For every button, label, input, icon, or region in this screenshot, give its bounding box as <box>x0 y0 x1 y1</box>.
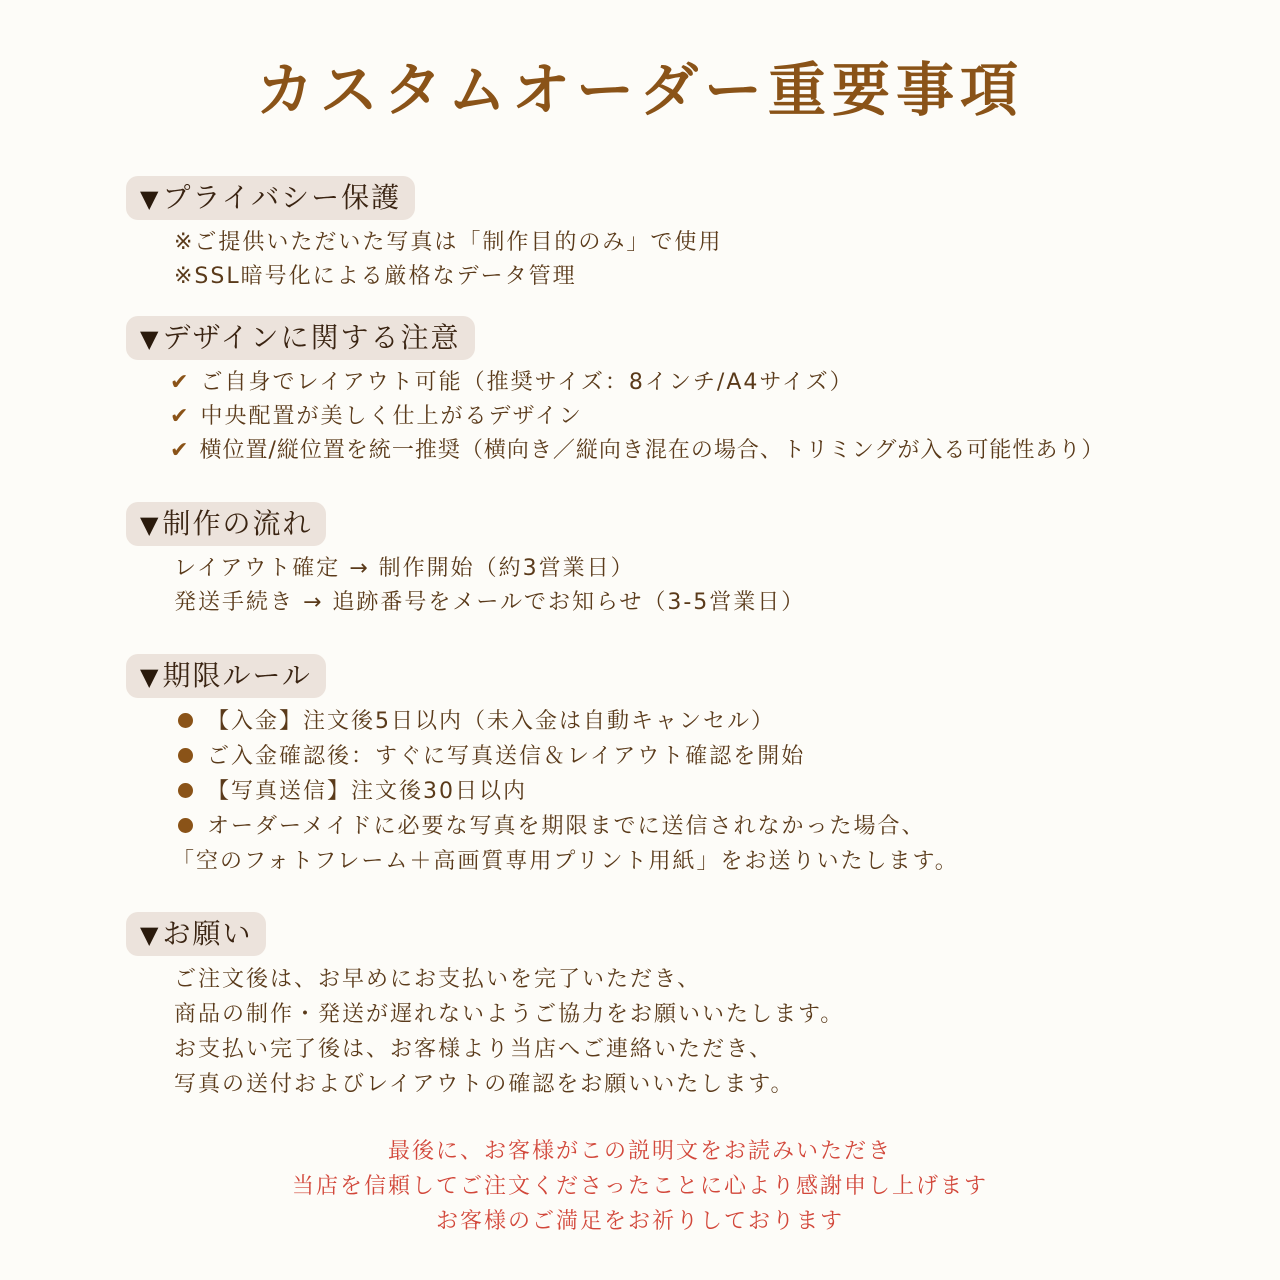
deadline-item <box>178 774 1186 809</box>
request-line: ご注文後は、お早めにお支払いを完了いただき、 <box>174 967 702 992</box>
deadline-item-text: ご入金確認後：すぐに写真送信＆レイアウト確認を開始 <box>207 744 806 769</box>
section-heading-label: 期限ルール <box>162 659 312 692</box>
design-item <box>170 434 1186 468</box>
check-icon: ✔ <box>170 370 191 395</box>
triangle-down-icon: ▼ <box>140 663 161 691</box>
triangle-down-icon: ▼ <box>140 325 161 353</box>
section-heading-flow <box>126 502 326 546</box>
triangle-down-icon: ▼ <box>140 511 161 539</box>
section-heading-label: プライバシー保護 <box>162 181 402 214</box>
section-heading-label: 制作の流れ <box>162 507 313 540</box>
section-heading-label: お願い <box>162 917 253 950</box>
section-design <box>126 316 1186 468</box>
privacy-line: ※ご提供いただいた写真は「制作目的のみ」で使用 <box>174 230 723 255</box>
closing-line: 最後に、お客様がこの説明文をお読みいただき <box>387 1139 892 1164</box>
section-heading-deadline <box>126 654 326 698</box>
deadline-lines <box>126 704 1186 879</box>
request-line: 写真の送付およびレイアウトの確認をお願いいたします。 <box>174 1072 795 1097</box>
design-item <box>170 366 1186 400</box>
flow-step: レイアウト確定 → 制作開始（約3営業日） <box>174 556 635 581</box>
check-icon: ✔ <box>170 438 190 463</box>
section-heading-privacy <box>126 176 415 220</box>
flow-lines <box>126 552 1186 620</box>
privacy-lines <box>126 226 1186 294</box>
deadline-item <box>178 809 1186 844</box>
deadline-item <box>178 704 1186 739</box>
triangle-down-icon: ▼ <box>140 185 161 213</box>
design-item <box>170 400 1186 434</box>
bullet-icon <box>178 818 193 833</box>
bullet-icon <box>178 713 193 728</box>
deadline-item <box>178 739 1186 774</box>
design-item-text: 中央配置が美しく仕上がるデザイン <box>200 404 583 429</box>
deadline-continuation: 「空のフォトフレーム＋高画質専用プリント用紙」をお送りいたします。 <box>172 849 959 874</box>
section-privacy <box>126 176 1186 294</box>
deadline-item-text: 【写真送信】注文後30日以内 <box>207 779 527 804</box>
check-icon: ✔ <box>170 404 191 429</box>
request-line: お支払い完了後は、お客様より当店へご連絡いただき、 <box>174 1037 774 1062</box>
section-heading-label: デザインに関する注意 <box>162 321 461 354</box>
design-lines <box>126 366 1186 468</box>
closing-line: お客様のご満足をお祈りしております <box>435 1209 844 1234</box>
section-request <box>126 912 1186 1102</box>
design-item-text: 横位置/縦位置を統一推奨（横向き／縦向き混在の場合、トリミングが入る可能性あり） <box>199 438 1105 463</box>
closing-message <box>0 1134 1280 1239</box>
privacy-line: ※SSL暗号化による厳格なデータ管理 <box>174 264 577 289</box>
request-line: 商品の制作・発送が遅れないようご協力をお願いいたします。 <box>174 1002 845 1027</box>
section-deadline <box>126 654 1186 879</box>
design-item-text: ご自身でレイアウト可能（推奨サイズ：8インチ/A4サイズ） <box>200 370 854 395</box>
page-title: カスタムオーダー重要事項 <box>255 56 1024 124</box>
closing-line: 当店を信頼してご注文くださったことに心より感謝申し上げます <box>291 1174 988 1199</box>
bullet-icon <box>178 748 193 763</box>
deadline-item-text: 【入金】注文後5日以内（未入金は自動キャンセル） <box>207 709 775 734</box>
section-heading-design <box>126 316 475 360</box>
request-lines <box>126 962 1186 1102</box>
triangle-down-icon: ▼ <box>140 921 161 949</box>
flow-step: 発送手続き → 追跡番号をメールでお知らせ（3-5営業日） <box>174 590 806 615</box>
deadline-item-text: オーダーメイドに必要な写真を期限までに送信されなかった場合、 <box>207 814 926 839</box>
section-heading-request <box>126 912 266 956</box>
bullet-icon <box>178 783 193 798</box>
section-flow <box>126 502 1186 620</box>
